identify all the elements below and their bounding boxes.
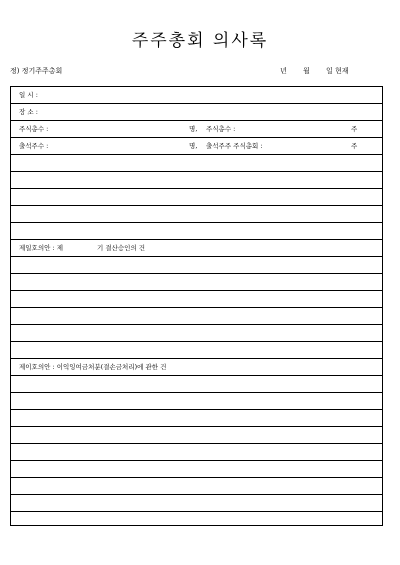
row-datetime [11,87,382,104]
blank-row [11,410,382,427]
meeting-type: 정) 정기주주총회 [10,67,63,75]
attending-label: 출석주수 : [19,142,49,150]
place-label: 장 소 : [19,108,38,116]
blank-row [11,342,382,359]
blank-row [11,325,382,342]
attending-total-label: 출석주주 주식총회 : [206,142,263,150]
blank-row [11,274,382,291]
blank-row [11,172,382,189]
total-shares-label: 주식총수 : [206,125,236,133]
row-place [11,104,382,121]
agenda2-label: 제이호의안 : 이익잉여금처분(결손금처리)에 관한 건 [19,363,167,371]
blank-row [11,427,382,444]
blank-row [11,206,382,223]
blank-row [11,291,382,308]
blank-row [11,308,382,325]
row-total-shareholders [11,121,382,138]
blank-row [11,393,382,410]
document-title: 주주총회 의사록 [131,31,269,51]
blank-row [11,155,382,172]
agenda1-title: 기 결산승인의 건 [97,244,146,252]
day-label: 일 현재 [326,67,349,75]
blank-row [11,257,382,274]
blank-row [11,512,382,526]
year-label: 년 [280,67,287,75]
total-shareholders-unit: 명, [189,125,198,133]
total-shareholders-label: 주식총수 : [19,125,49,133]
total-shares-unit: 주 [351,125,358,133]
attending-total-unit: 주 [351,142,358,150]
header-row [10,66,384,76]
attending-unit: 명, [189,142,198,150]
row-attending [11,138,382,155]
minutes-form [10,86,383,526]
blank-row [11,223,382,240]
blank-row [11,444,382,461]
row-agenda-1 [11,240,382,257]
blank-row [11,478,382,495]
blank-row [11,495,382,512]
agenda1-label: 제일호의안 : 제 [19,244,63,252]
blank-row [11,376,382,393]
month-label: 월 [303,67,310,75]
blank-row [11,461,382,478]
blank-row [11,189,382,206]
row-agenda-2 [11,359,382,376]
datetime-label: 일 시 : [19,91,38,99]
